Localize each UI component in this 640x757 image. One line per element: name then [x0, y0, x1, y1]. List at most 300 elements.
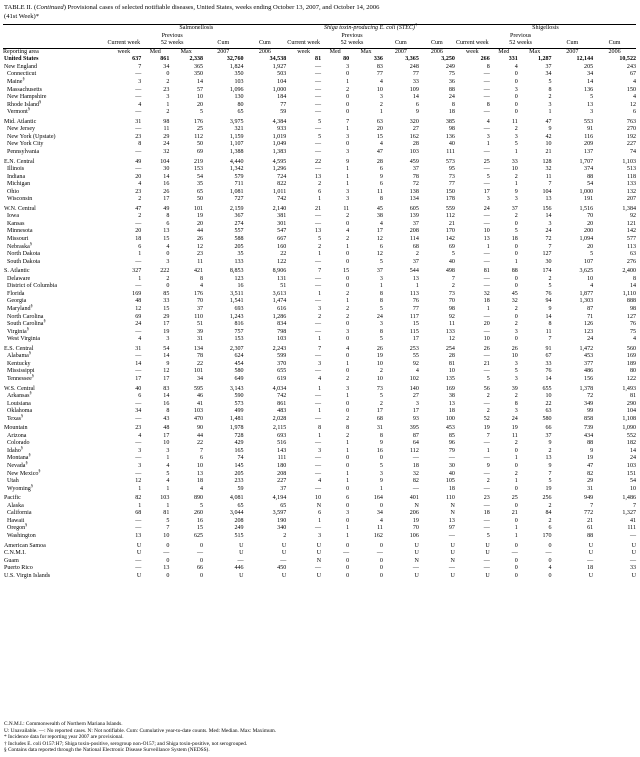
- row-cell: 70: [412, 525, 419, 532]
- row-cell: 84: [545, 510, 552, 517]
- row-cell: 32: [163, 149, 170, 155]
- table-row: [3, 251, 636, 259]
- row-cell: 72: [412, 181, 419, 188]
- row-cell: 2: [346, 86, 350, 93]
- row-cell: 85: [448, 432, 455, 439]
- row-cell: 5: [514, 141, 518, 148]
- row-cell: 68: [376, 415, 383, 422]
- table-row: [3, 174, 636, 182]
- row-cell: 70: [448, 298, 455, 305]
- row-cell: 1,287: [537, 56, 552, 63]
- row-cell: 16: [163, 400, 170, 407]
- row-cell: 25: [483, 158, 490, 165]
- row-cell: 8: [379, 196, 383, 203]
- row-cell: 637: [132, 56, 142, 63]
- row-cell: 0: [514, 109, 518, 116]
- row-cell: —: [315, 283, 322, 290]
- row-cell: 70: [587, 213, 594, 220]
- row-area-label: Montana§: [7, 452, 31, 462]
- table-row: [3, 79, 636, 87]
- row-cell: 0: [379, 565, 383, 572]
- row-cell: U: [281, 542, 287, 549]
- row-cell: 12: [629, 101, 636, 108]
- row-cell: 7: [590, 502, 594, 509]
- row-cell: 5: [514, 368, 518, 375]
- row-cell: —: [315, 141, 322, 148]
- row-cell: 1,019: [272, 133, 287, 140]
- row-cell: 1,383: [272, 149, 287, 155]
- row-cell: 32: [511, 298, 518, 305]
- row-cell: 7: [346, 118, 350, 125]
- row-cell: 75: [448, 71, 455, 78]
- row-cell: 1: [548, 109, 552, 116]
- table-row: [3, 448, 636, 456]
- row-cell: 20: [197, 220, 204, 227]
- row-cell: 453: [584, 353, 594, 360]
- row-cell: 243: [626, 63, 636, 70]
- table-row: [3, 433, 636, 441]
- row-cell: 498: [445, 268, 455, 275]
- row-cell: 22: [545, 400, 552, 407]
- row-cell: 0: [548, 572, 552, 579]
- row-cell: 66: [545, 425, 552, 432]
- row-cell: U: [316, 572, 322, 579]
- row-cell: —: [280, 557, 287, 564]
- row-cell: 95: [448, 166, 455, 173]
- row-cell: 544: [409, 268, 419, 275]
- row-cell: 0: [514, 220, 518, 227]
- row-cell: 41: [629, 517, 636, 524]
- table-row: [3, 314, 636, 322]
- row-cell: U: [588, 550, 594, 557]
- footnote-2: * Incidence data for reporting year 2007 are provisional.: [4, 734, 124, 741]
- row-cell: 66: [197, 565, 204, 572]
- row-cell: 2: [415, 251, 419, 258]
- row-cell: 1,011: [272, 188, 287, 195]
- table-row: [3, 159, 636, 167]
- table-row: [3, 463, 636, 471]
- salm-2006: 2006: [244, 48, 287, 56]
- row-cell: 624: [234, 353, 244, 360]
- table-row: [3, 276, 636, 284]
- row-cell: 1: [138, 251, 142, 258]
- row-cell: 151: [626, 470, 636, 477]
- row-cell: 513: [626, 166, 636, 173]
- row-cell: 1: [379, 485, 383, 492]
- row-cell: 19: [545, 485, 552, 492]
- row-cell: —: [315, 109, 322, 116]
- row-area-label: New Jersey: [7, 126, 36, 133]
- row-cell: —: [483, 368, 490, 375]
- blank-cell-8: [455, 33, 490, 41]
- row-cell: 0: [379, 455, 383, 462]
- row-cell: 103: [626, 463, 636, 470]
- row-cell: 18: [412, 463, 419, 470]
- row-cell: 219: [193, 158, 204, 165]
- row-cell: 2: [548, 94, 552, 101]
- row-cell: 38: [376, 213, 383, 220]
- row-cell: 2: [318, 243, 322, 250]
- row-area-label: North Carolina: [7, 313, 44, 320]
- row-cell: 31: [376, 425, 383, 432]
- row-cell: 1: [138, 502, 142, 509]
- row-cell: 110: [194, 313, 204, 320]
- row-cell: 1: [346, 79, 350, 86]
- row-cell: 4,194: [272, 495, 287, 502]
- row-cell: 0: [548, 542, 552, 549]
- row-cell: 256: [542, 495, 552, 502]
- row-footnote-marker: §: [25, 522, 28, 528]
- row-cell: 4: [548, 565, 552, 572]
- blank-cell-10: [593, 33, 636, 41]
- table-row: [3, 565, 636, 573]
- row-cell: 8: [346, 425, 350, 432]
- row-cell: 2: [138, 196, 142, 203]
- table-row: [3, 283, 636, 291]
- row-cell: 374: [584, 166, 594, 173]
- row-cell: 11: [449, 321, 455, 328]
- row-cell: 74: [629, 149, 636, 155]
- row-cell: 47: [135, 205, 142, 212]
- row-cell: 91: [545, 345, 552, 352]
- row-cell: 99: [587, 408, 594, 415]
- row-cell: 1: [166, 101, 170, 108]
- row-cell: 14: [587, 79, 594, 86]
- row-cell: —: [511, 550, 518, 557]
- row-cell: 45: [511, 290, 518, 297]
- row-cell: 37: [412, 220, 419, 227]
- shig-med: Med: [490, 48, 518, 56]
- row-cell: 8: [379, 328, 383, 335]
- row-cell: 5: [200, 502, 204, 509]
- row-cell: 11: [512, 432, 518, 439]
- row-cell: 192: [626, 133, 636, 140]
- row-cell: 78: [412, 173, 419, 180]
- row-area-label: Washington: [7, 533, 36, 540]
- row-cell: 515: [234, 533, 244, 540]
- row-cell: 77: [280, 101, 287, 108]
- row-area-label: Louisiana: [7, 400, 31, 407]
- table-row: [3, 228, 636, 236]
- row-cell: 5: [166, 517, 170, 524]
- row-cell: 1: [415, 283, 419, 290]
- row-cell: 2,400: [622, 268, 636, 275]
- blank-cell-9: [552, 33, 594, 41]
- row-cell: 2: [346, 290, 350, 297]
- shig-cum2007-a: Cum: [566, 40, 579, 47]
- row-cell: 2: [548, 502, 552, 509]
- group-stec: [286, 22, 455, 33]
- row-cell: 30: [163, 166, 170, 173]
- row-cell: 772: [584, 510, 594, 517]
- row-cell: 104: [542, 188, 552, 195]
- blank-cell-2: [106, 33, 141, 41]
- table-row: [3, 291, 636, 299]
- row-area-label: North Dakota: [7, 251, 41, 258]
- row-cell: 9: [548, 463, 552, 470]
- row-cell: 13: [315, 173, 322, 180]
- row-footnote-marker: §: [22, 76, 25, 82]
- title-prefix: TABLE II. (: [4, 4, 37, 11]
- row-cell: 8: [548, 86, 552, 93]
- row-cell: 350: [234, 71, 244, 78]
- row-cell: 12: [448, 336, 455, 343]
- row-cell: 63: [376, 118, 383, 125]
- salm-current-week-1: Current week: [107, 40, 141, 47]
- row-cell: 54: [197, 173, 204, 180]
- group-stec-label: Shiga toxin-producing E. coli (STEC): [323, 25, 415, 32]
- row-cell: 51: [197, 321, 204, 328]
- row-cell: —: [448, 533, 455, 540]
- row-cell: 3,250: [441, 56, 455, 63]
- row-cell: 7: [632, 502, 636, 509]
- row-cell: 83: [163, 385, 170, 392]
- row-cell: 207: [626, 196, 636, 203]
- row-cell: 9: [415, 109, 419, 116]
- row-cell: 1,541: [229, 298, 244, 305]
- row-cell: 724: [277, 173, 287, 180]
- row-cell: —: [315, 149, 322, 155]
- salm-2007: 2007: [203, 48, 243, 56]
- row-cell: 96: [448, 440, 455, 447]
- row-cell: 15: [376, 133, 383, 140]
- row-cell: 1,474: [272, 298, 287, 305]
- row-cell: 4: [318, 478, 322, 485]
- row-cell: 2: [514, 470, 518, 477]
- row-cell: 2: [451, 283, 455, 290]
- row-cell: 2: [318, 313, 322, 320]
- row-cell: 32: [412, 470, 419, 477]
- row-cell: 88: [587, 173, 594, 180]
- row-cell: 122: [277, 258, 287, 265]
- row-cell: 208: [234, 517, 244, 524]
- row-cell: 82: [587, 470, 594, 477]
- row-cell: —: [483, 258, 490, 265]
- row-cell: —: [135, 525, 142, 532]
- row-cell: 1: [486, 141, 490, 148]
- row-area-label: New York (Upstate): [7, 133, 56, 140]
- row-area-label: Wisconsin: [7, 196, 33, 203]
- row-cell: —: [483, 502, 490, 509]
- row-cell: 8: [486, 101, 490, 108]
- row-cell: 1,103: [622, 158, 636, 165]
- row-cell: U: [239, 572, 244, 579]
- footnote-4: § Contains data reported through the National Electronic Disease Surveillance System (NEDSS).: [4, 747, 210, 754]
- row-cell: U: [414, 572, 419, 579]
- row-cell: —: [376, 550, 383, 557]
- row-cell: 22: [197, 440, 204, 447]
- row-cell: 76: [545, 368, 552, 375]
- row-cell: 2: [346, 213, 350, 220]
- row-cell: 74: [237, 455, 244, 462]
- row-cell: 605: [409, 205, 419, 212]
- row-cell: 77: [412, 71, 419, 78]
- row-cell: 116: [584, 133, 594, 140]
- row-cell: 28: [412, 141, 419, 148]
- row-cell: —: [315, 455, 322, 462]
- row-cell: 190: [277, 517, 287, 524]
- row-cell: 34: [587, 71, 594, 78]
- row-cell: 26: [163, 188, 170, 195]
- row-cell: 0: [514, 447, 518, 454]
- row-cell: 64: [412, 440, 419, 447]
- row-cell: —: [587, 557, 594, 564]
- row-area-label: Guam: [4, 557, 19, 564]
- row-cell: 1: [379, 283, 383, 290]
- row-area-label: New Hampshire: [7, 94, 47, 101]
- row-cell: 7: [200, 447, 204, 454]
- row-cell: 40: [448, 141, 455, 148]
- row-cell: 83: [376, 63, 383, 70]
- row-cell: U: [631, 542, 636, 549]
- row-cell: 103: [277, 336, 287, 343]
- row-cell: —: [483, 400, 490, 407]
- table-row: [3, 336, 636, 344]
- row-cell: 14: [545, 375, 552, 382]
- row-cell: —: [315, 463, 322, 470]
- table-row: [3, 56, 636, 64]
- row-cell: 1,096: [229, 86, 244, 93]
- table-row: [3, 259, 636, 267]
- row-cell: —: [315, 275, 322, 282]
- row-cell: 6: [200, 455, 204, 462]
- row-cell: 1,707: [579, 158, 594, 165]
- row-cell: 18: [587, 565, 594, 572]
- row-cell: 890: [193, 495, 204, 502]
- row-cell: 0: [346, 283, 350, 290]
- row-cell: 69: [135, 313, 142, 320]
- row-cell: 47: [587, 463, 594, 470]
- shig-week: week: [455, 48, 490, 56]
- row-cell: 14: [545, 313, 552, 320]
- row-cell: 14: [412, 94, 419, 101]
- row-cell: 93: [412, 415, 419, 422]
- row-cell: —: [135, 283, 142, 290]
- row-cell: U: [485, 550, 490, 557]
- row-cell: 122: [626, 375, 636, 382]
- row-cell: 34: [376, 510, 383, 517]
- row-cell: 3: [514, 196, 518, 203]
- row-cell: 0: [346, 485, 350, 492]
- table-row: [3, 510, 636, 518]
- row-cell: 103: [160, 495, 170, 502]
- row-cell: 81: [629, 393, 636, 400]
- row-cell: 48: [163, 425, 170, 432]
- corner-cell: [3, 25, 106, 33]
- row-cell: 798: [277, 328, 287, 335]
- row-cell: 4,440: [229, 158, 244, 165]
- row-cell: 4: [138, 432, 142, 439]
- row-cell: 1: [346, 181, 350, 188]
- row-cell: 1: [166, 502, 170, 509]
- row-cell: 18: [448, 485, 455, 492]
- row-cell: 5: [548, 283, 552, 290]
- row-cell: 336: [373, 56, 383, 63]
- row-cell: 4: [166, 243, 170, 250]
- row-cell: 1,049: [272, 141, 287, 148]
- row-cell: 0: [379, 557, 383, 564]
- row-cell: 121: [626, 220, 636, 227]
- row-cell: 77: [412, 305, 419, 312]
- row-cell: 137: [584, 149, 594, 155]
- row-cell: 350: [193, 71, 204, 78]
- row-cell: 3: [590, 109, 594, 116]
- row-cell: 0: [166, 572, 170, 579]
- row-cell: 2,307: [229, 345, 244, 352]
- row-cell: 23: [135, 425, 142, 432]
- row-cell: 131: [277, 275, 287, 282]
- row-cell: 21: [587, 517, 594, 524]
- row-footnote-marker: §: [38, 467, 41, 473]
- row-cell: 8: [632, 275, 636, 282]
- row-cell: 4,034: [272, 385, 287, 392]
- row-cell: 3: [486, 196, 490, 203]
- row-area-label: Wyoming§: [7, 482, 34, 492]
- table-row: [3, 543, 636, 551]
- row-cell: 5: [548, 79, 552, 86]
- footnotes: [4, 721, 634, 754]
- row-cell: U: [631, 550, 636, 557]
- row-cell: 3,597: [272, 510, 287, 517]
- row-cell: —: [315, 525, 322, 532]
- row-cell: 2: [514, 393, 518, 400]
- row-cell: 0: [346, 275, 350, 282]
- row-cell: 88: [587, 440, 594, 447]
- row-cell: 2: [138, 213, 142, 220]
- row-cell: 248: [409, 63, 419, 70]
- row-cell: 101: [193, 205, 204, 212]
- row-cell: —: [483, 220, 490, 227]
- table-row: [3, 236, 636, 244]
- row-cell: 2: [346, 313, 350, 320]
- row-cell: 834: [277, 321, 287, 328]
- row-cell: —: [135, 470, 142, 477]
- row-cell: 37: [412, 166, 419, 173]
- row-cell: 59: [280, 109, 287, 116]
- row-cell: 5: [379, 336, 383, 343]
- row-cell: 3: [346, 149, 350, 155]
- row-cell: 5: [486, 375, 490, 382]
- row-cell: U: [239, 550, 244, 557]
- row-cell: —: [483, 353, 490, 360]
- row-cell: —: [629, 533, 636, 540]
- notifiable-diseases-table: [3, 24, 636, 580]
- table-row: [3, 525, 636, 533]
- row-cell: 2: [514, 213, 518, 220]
- row-cell: 547: [277, 228, 287, 235]
- row-cell: 1,486: [622, 495, 636, 502]
- row-cell: —: [315, 94, 322, 101]
- row-cell: 30: [545, 258, 552, 265]
- row-cell: 5: [590, 94, 594, 101]
- table-row: [3, 329, 636, 337]
- row-cell: 3: [166, 447, 170, 454]
- row-cell: 24: [483, 205, 490, 212]
- row-footnote-marker: §: [28, 452, 31, 458]
- row-cell: 8: [451, 101, 455, 108]
- row-cell: 2: [486, 393, 490, 400]
- row-cell: 6: [379, 166, 383, 173]
- row-cell: 40: [448, 470, 455, 477]
- row-cell: 10: [587, 275, 594, 282]
- row-cell: 2: [346, 236, 350, 243]
- row-cell: 3: [346, 133, 350, 140]
- row-cell: 260: [193, 510, 204, 517]
- row-cell: 50: [197, 141, 204, 148]
- stec-week: week: [286, 48, 321, 56]
- row-cell: 1: [318, 336, 322, 343]
- row-cell: 54: [629, 478, 636, 485]
